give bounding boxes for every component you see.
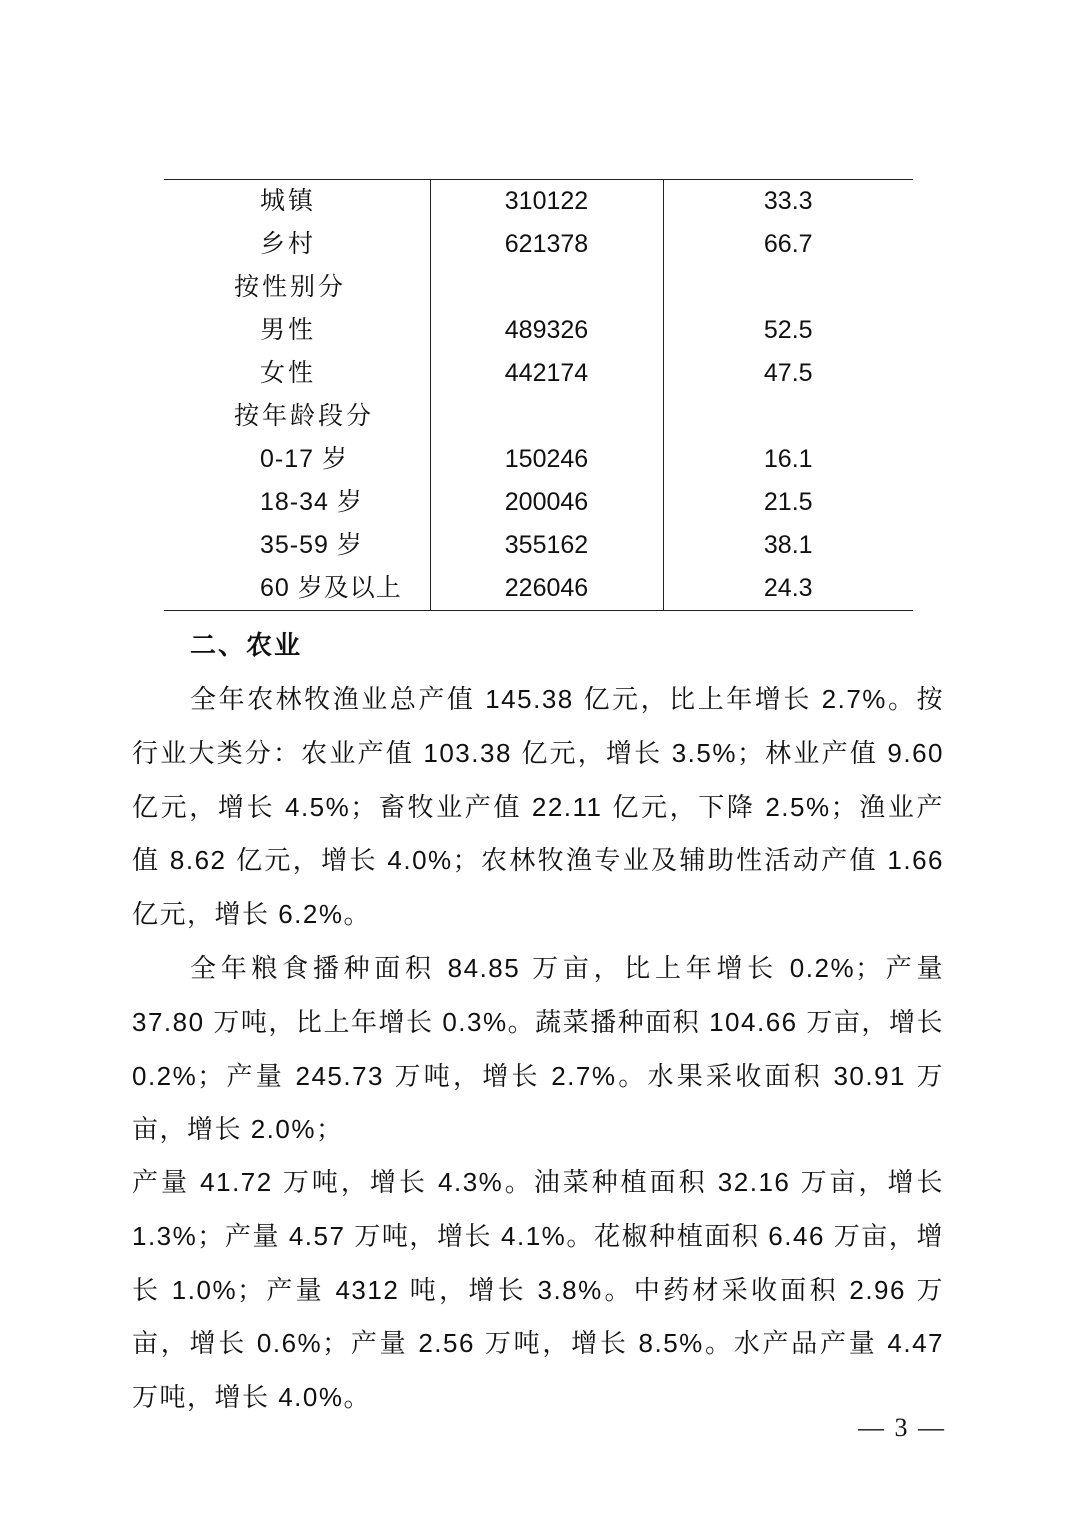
- population-table: [164, 179, 913, 611]
- row-count: [430, 395, 663, 438]
- group-label: 按年龄段分: [234, 402, 375, 430]
- section-heading: 二、农业: [190, 630, 303, 660]
- table-row: [164, 352, 913, 395]
- table-row: [164, 524, 913, 567]
- row-label: 0-17 岁: [260, 445, 348, 473]
- table-row: [164, 180, 913, 224]
- row-count: 310122: [430, 180, 663, 224]
- row-share: [663, 266, 913, 309]
- table-row: [164, 395, 913, 438]
- row-count: 355162: [430, 524, 663, 567]
- row-label: 女性: [260, 359, 317, 387]
- table-row: [164, 481, 913, 524]
- row-label: 60 岁及以上: [260, 574, 402, 602]
- row-share: 66.7: [663, 223, 913, 266]
- row-label: 男性: [260, 316, 317, 344]
- body-paragraph: 全年农林牧渔业总产值 145.38 亿元，比上年增长 2.7%。按行业大类分：农业产值 103.38 亿元，增长 3.5%；林业产值 9.60 亿元，增长 4.5%；畜牧业产值 22.11 亿元，下降 2.5%；渔业产值 8.62 亿元，增长 4.0%；农林牧渔专业及辅助性活动产值 1.66 亿元，增长 6.2%。: [132, 684, 944, 930]
- row-count: 489326: [430, 309, 663, 352]
- row-share: 33.3: [663, 180, 913, 224]
- row-share: 52.5: [663, 309, 913, 352]
- row-share: 16.1: [663, 438, 913, 481]
- row-label: 35-59 岁: [260, 531, 363, 559]
- row-share: 47.5: [663, 352, 913, 395]
- table-row: [164, 567, 913, 611]
- row-share: 21.5: [663, 481, 913, 524]
- table-row: [164, 438, 913, 481]
- row-count: 621378: [430, 223, 663, 266]
- row-label: 城镇: [260, 187, 317, 215]
- table-row: [164, 266, 913, 309]
- row-share: 38.1: [663, 524, 913, 567]
- page-number: — 3 —: [858, 1413, 946, 1442]
- row-label: 乡村: [260, 230, 317, 258]
- row-label: 18-34 岁: [260, 488, 363, 516]
- row-count: 200046: [430, 481, 663, 524]
- body-paragraph: 产量 41.72 万吨，增长 4.3%。油菜种植面积 32.16 万亩，增长 1.3%；产量 4.57 万吨，增长 4.1%。花椒种植面积 6.46 万亩，增长 1.0%；产量 4312 吨，增长 3.8%。中药材采收面积 2.96 万亩，增长 0.6%；产量 2.56 万吨，增长 8.5%。水产品产量 4.47 万吨，增长 4.0%。: [132, 1167, 944, 1413]
- row-count: 226046: [430, 567, 663, 611]
- group-label: 按性别分: [234, 273, 347, 301]
- row-count: [430, 266, 663, 309]
- table-row: [164, 223, 913, 266]
- population-table-container: [164, 179, 913, 611]
- body-paragraph: 全年粮食播种面积 84.85 万亩，比上年增长 0.2%；产量 37.80 万吨，比上年增长 0.3%。蔬菜播种面积 104.66 万亩，增长 0.2%；产量 245.73 万吨，增长 2.7%。水果采收面积 30.91 万亩，增长 2.0%；: [132, 953, 944, 1145]
- table-row: [164, 309, 913, 352]
- row-count: 150246: [430, 438, 663, 481]
- row-share: 24.3: [663, 567, 913, 611]
- row-count: 442174: [430, 352, 663, 395]
- row-share: [663, 395, 913, 438]
